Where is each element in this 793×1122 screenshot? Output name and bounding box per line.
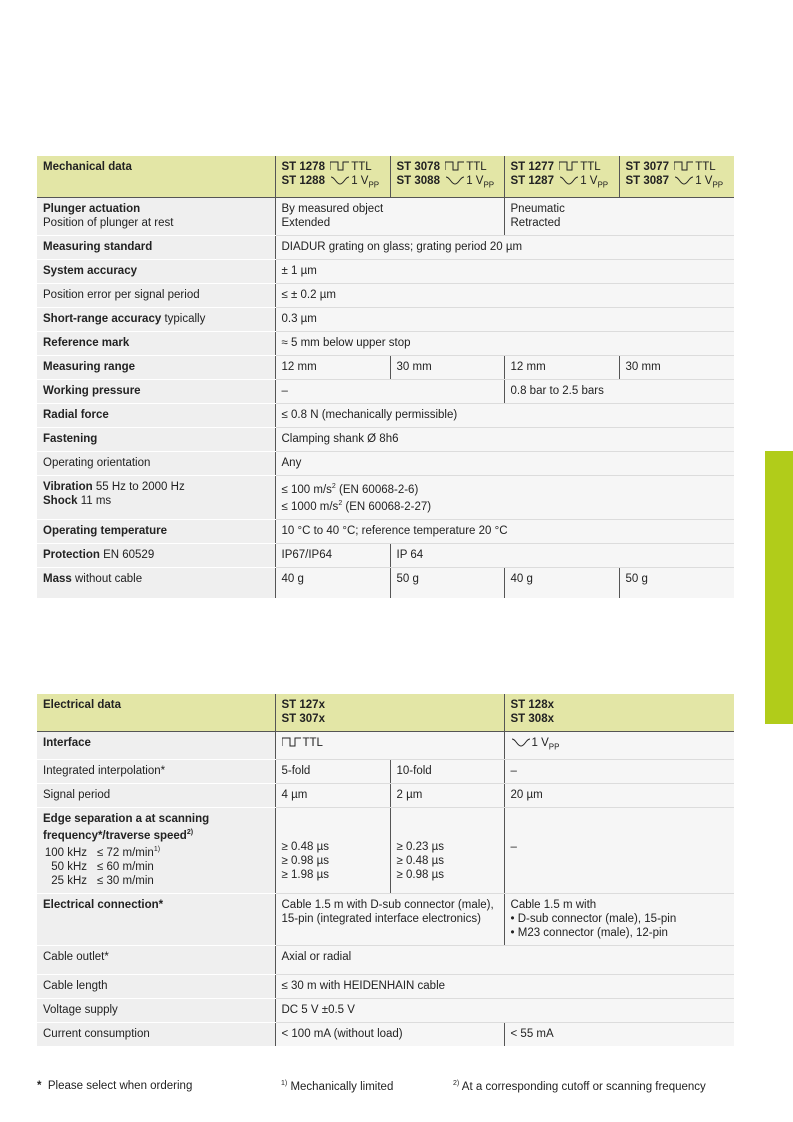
square-wave-icon bbox=[445, 161, 465, 171]
table-row: Measuring range 12 mm 30 mm 12 mm 30 mm bbox=[37, 356, 734, 380]
electrical-data-table bbox=[37, 694, 734, 1046]
model-col-1: ST 1278 TTL ST 1288 1 $V_{PP}$ bbox=[275, 156, 390, 198]
table-row: Electrical connection* Cable 1.5 m with D-sub connector (male), 15-pin (integrated interface electronics) Cable 1.5 m with • D-sub connector (male), 15-pin • M23 connector (male), 12-pin bbox=[37, 893, 734, 945]
table-row: Cable outlet* Axial or radial bbox=[37, 945, 734, 974]
sine-wave-icon bbox=[559, 175, 579, 185]
footnote-order: * Please select when ordering bbox=[37, 1080, 193, 1092]
table-row: Signal period 4 µm 2 µm 20 µm bbox=[37, 784, 734, 808]
table-row: Protection EN 60529 IP67/IP64 IP 64 bbox=[37, 543, 734, 567]
mechanical-header-row bbox=[37, 156, 734, 198]
table-row: Current consumption < 100 mA (without load) < 55 mA bbox=[37, 1022, 734, 1046]
square-wave-icon bbox=[282, 737, 302, 747]
electrical-title: Electrical data bbox=[37, 694, 275, 732]
sine-wave-icon bbox=[674, 175, 694, 185]
model-col-2: ST 3078 TTL ST 3088 1 $V_{PP}$ bbox=[390, 156, 504, 198]
footnote-1: $^{1)}$ Mechanically limited bbox=[281, 1080, 394, 1093]
electrical-header-row bbox=[37, 694, 734, 732]
sine-wave-icon bbox=[330, 175, 350, 185]
table-row: Working pressure – 0.8 bar to 2.5 bars bbox=[37, 380, 734, 404]
section-tab-marker bbox=[765, 451, 793, 724]
table-row: Operating temperature 10 °C to 40 °C; reference temperature 20 °C bbox=[37, 519, 734, 543]
model-col-3: ST 1277 TTL ST 1287 1 $V_{PP}$ bbox=[504, 156, 619, 198]
table-row: Operating orientation Any bbox=[37, 452, 734, 476]
mechanical-title: Mechanical data bbox=[37, 156, 275, 198]
electrical-col-1: ST 127x ST 307x bbox=[275, 694, 504, 732]
sine-wave-icon bbox=[445, 175, 465, 185]
sine-wave-icon bbox=[511, 737, 531, 747]
square-wave-icon bbox=[674, 161, 694, 171]
table-row: Radial force ≤ 0.8 N (mechanically permissible) bbox=[37, 404, 734, 428]
table-row: Position error per signal period ≤ ± 0.2 µm bbox=[37, 284, 734, 308]
table-row: Interface TTL 1 $V_{PP}$ bbox=[37, 732, 734, 760]
square-wave-icon bbox=[330, 161, 350, 171]
table-row: Reference mark ≈ 5 mm below upper stop bbox=[37, 332, 734, 356]
mechanical-data-table bbox=[37, 156, 734, 598]
model-col-4: ST 3077 TTL ST 3087 1 $V_{PP}$ bbox=[619, 156, 734, 198]
square-wave-icon bbox=[559, 161, 579, 171]
table-row: Voltage supply DC 5 V ±0.5 V bbox=[37, 998, 734, 1022]
table-row: Plunger actuation Position of plunger at rest By measured object Extended Pneumatic Retracted bbox=[37, 198, 734, 236]
table-row: Cable length ≤ 30 m with HEIDENHAIN cable bbox=[37, 974, 734, 998]
table-row: Mass without cable 40 g 50 g 40 g 50 g bbox=[37, 567, 734, 598]
table-row: Short-range accuracy typically 0.3 µm bbox=[37, 308, 734, 332]
footnote-2: $^{2)}$ At a corresponding cutoff or scanning frequency bbox=[453, 1080, 706, 1093]
table-row: Vibration 55 Hz to 2000 Hz Shock 11 ms ≤ 100 $m/s^2$ (EN 60068-2-6) ≤ 1000 $m/s^2$ (EN 60068-2-27) bbox=[37, 476, 734, 520]
table-row: Measuring standard DIADUR grating on glass; grating period 20 µm bbox=[37, 236, 734, 260]
electrical-col-2: ST 128x ST 308x bbox=[504, 694, 734, 732]
table-row: Edge separation a at scanning frequency*/traverse speed$^{2)}$ 100 kHz ≤ 72 $m/\min^{1)}$ 50 kHz ≤ 60 m/min 25 kHz ≤ 30 m/min ≥ 0.48 µs ≥ 0.98 µs ≥ 1.98 µs ≥ 0.23 µs ≥ 0.48 µs ≥ 0.98 µs – bbox=[37, 808, 734, 894]
table-row: System accuracy ± 1 µm bbox=[37, 260, 734, 284]
table-row: Fastening Clamping shank Ø 8h6 bbox=[37, 428, 734, 452]
table-row: Integrated interpolation* 5-fold 10-fold – bbox=[37, 760, 734, 784]
